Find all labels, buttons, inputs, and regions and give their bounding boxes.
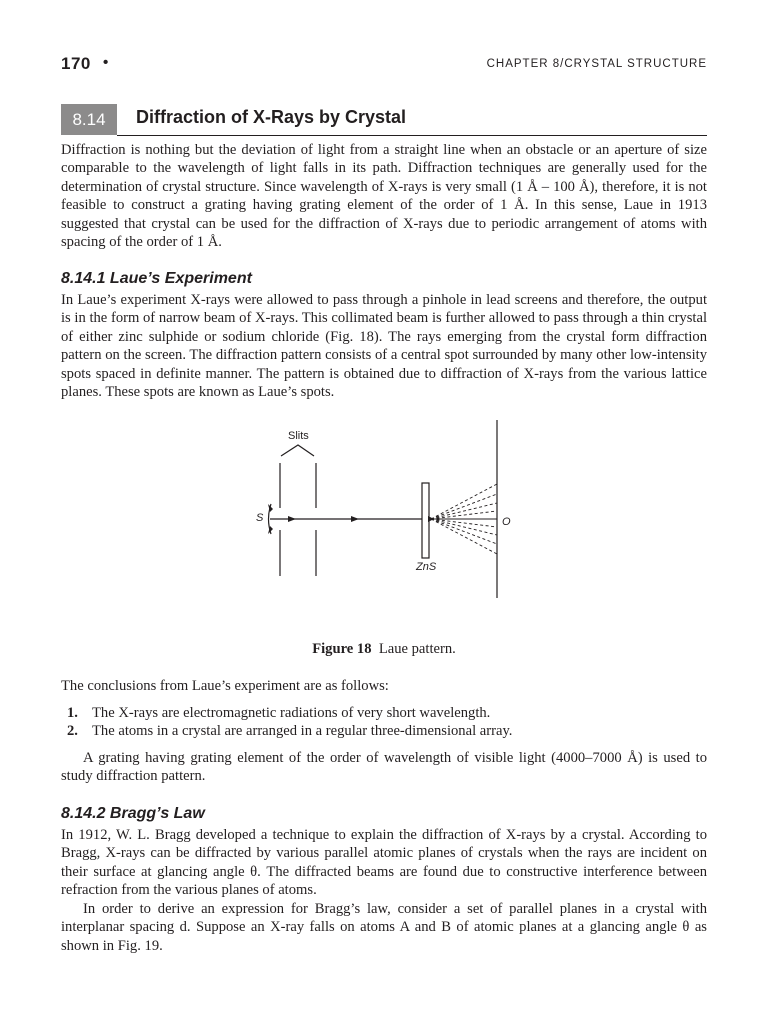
beam-arrow-2 <box>351 516 359 522</box>
diffracted-ray <box>431 519 497 554</box>
diffracted-ray <box>431 519 497 535</box>
header-bullet: • <box>103 54 109 71</box>
paragraph-grating: A grating having grating element of the order of wavelength of visible light (4000–7000 Å) is used to study diffraction pattern. <box>61 750 707 785</box>
zns-crystal <box>422 483 429 558</box>
label-source: S <box>256 512 264 524</box>
list-item <box>67 704 707 722</box>
paragraph-bragg-intro: In 1912, W. L. Bragg developed a technique to explain the diffraction of X-rays by a crystal. According to Bragg, X-rays can be diffracted by various parallel atomic planes of crystals when the rays are incident on their surface at glancing angle θ. The diffracted beams are found due to constructive interference between refraction from the various planes of atoms. <box>61 827 707 899</box>
running-header <box>61 54 707 76</box>
list-item-text: The atoms in a crystal are arranged in a regular three-dimensional array. <box>92 723 513 740</box>
list-item-number: 2. <box>67 723 78 740</box>
diffracted-ray <box>431 503 497 519</box>
subsection-bragg-title: 8.14.2 Bragg’s Law <box>61 805 205 822</box>
diffracted-ray <box>431 511 497 519</box>
beam-arrow-1 <box>288 516 296 522</box>
figure-caption <box>0 641 768 658</box>
paragraph-diffraction-intro: Diffraction is nothing but the deviation of light from a straight line when an obstacle or an aperture of size comparable to the wavelength of light falls in its path. Diffraction techniques are generally used for the determination of crystal structure. Since wavelength of X-rays is very small (1 Å – 100 Å), therefore, it is not feasible to construct a grating having grating element of the order of 1 Å. In this sense, Laue in 1913 suggested that crystal can be used for the diffraction of X-rays due to periodic arrangement of atoms with spacing of the order of 1 Å. <box>61 142 707 251</box>
figure-caption-label: Figure 18 <box>312 641 372 657</box>
diffracted-ray <box>431 519 497 527</box>
conclusions-intro: The conclusions from Laue’s experiment are as follows: <box>61 678 389 694</box>
chapter-title: CHAPTER 8/CRYSTAL STRUCTURE <box>486 58 707 70</box>
list-item-text: The X-rays are electromagnetic radiations of very short wavelength. <box>92 705 491 721</box>
diffracted-ray <box>431 484 497 519</box>
section-rule <box>117 135 707 136</box>
label-origin: O <box>502 516 511 528</box>
conclusions-list <box>67 704 707 741</box>
slits-bracket <box>281 445 314 456</box>
laue-pattern-diagram <box>245 418 545 600</box>
list-item-number: 1. <box>67 705 78 721</box>
paragraph-bragg-derivation: In order to derive an expression for Bragg’s law, consider a set of parallel planes in a crystal with interplanar spacing d. Suppose an X-ray falls on atoms A and B of atomic planes at a glancing angle θ as shown in Fig. 19. <box>61 901 707 954</box>
section-heading <box>61 104 707 136</box>
section-title: Diffraction of X-Rays by Crystal <box>136 107 407 127</box>
label-zns: ZnS <box>416 561 437 573</box>
list-item <box>67 722 707 740</box>
label-slits: Slits <box>288 430 309 442</box>
section-number: 8.14 <box>61 104 117 135</box>
page-number: 170 <box>61 54 91 73</box>
figure-caption-text: Laue pattern. <box>378 641 456 657</box>
paragraph-laue-experiment: In Laue’s experiment X-rays were allowed to pass through a pinhole in lead screens and therefore, the output is in the form of narrow beam of X-rays. This collimated beam is further allowed to pass through a thin crystal of either zinc sulphide or sodium chloride (Fig. 18). The rays emerging from the crystal form diffraction pattern on the screen. The diffraction pattern consists of a central spot surrounded by many other low-intensity spots spaced in definite manner. The pattern is obtained due to diffraction of X-rays from the various lattice planes. These spots are known as Laue’s spots. <box>61 292 707 401</box>
subsection-laue-title: 8.14.1 Laue’s Experiment <box>61 270 252 287</box>
